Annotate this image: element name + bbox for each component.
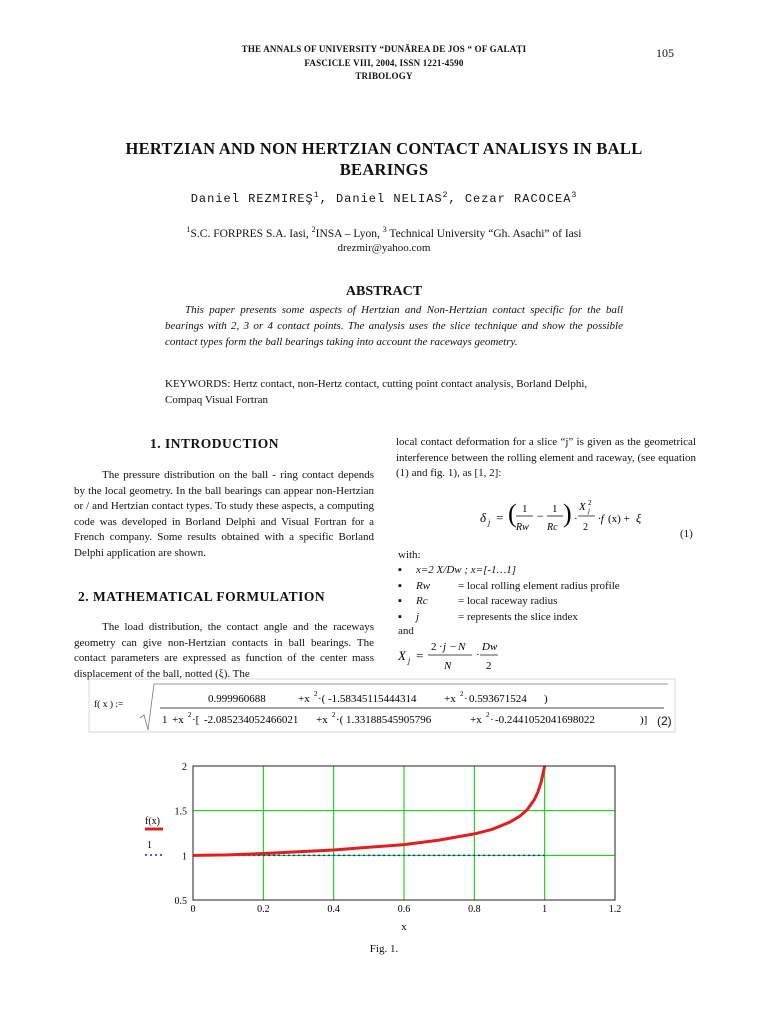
svg-text:j: j [588,507,590,515]
svg-text:j: j [443,641,447,653]
svg-text:+x: +x [298,693,310,705]
column2-text: local contact deformation for a slice “j” is given as the geometrical interference between the rolling element and raceway, (see equation (1) and fig. 1), as [1, 2]: [396,436,696,479]
x-tick-label: 0.4 [327,904,340,915]
list-item: ▪ x=2 X/Dw ; x=[-1…1] [398,564,517,576]
svg-text:X: X [398,648,406,663]
x-tick-label: 0.6 [397,904,411,915]
svg-text:=: = [496,510,504,525]
keywords: KEYWORDS: Hertz contact, non-Hertz contact, cutting point contact analysis, Borland Delphi, Compaq Visual Fortran [165,378,588,406]
svg-text:·(: ·( [336,714,344,726]
section-introduction-heading: 1. INTRODUCTION [150,436,280,451]
svg-text:1: 1 [552,503,558,515]
equation-2 [88,678,678,734]
page-number: 105 [656,46,674,60]
and-label: and [398,625,414,637]
svg-text:)]: )] [640,714,648,726]
x-tick-label: 1 [542,904,548,915]
svg-text:2: 2 [583,522,588,533]
equation-1-number: (1) [680,528,693,540]
svg-text:+x: +x [316,714,328,726]
author-email: drezmir@yahoo.com [337,242,431,254]
svg-text:Rc: Rc [547,522,558,533]
eq2-d3: 1.33188545905796 [346,714,432,726]
x-tick-label: 0.8 [468,904,481,915]
svg-text:(x) +: (x) + [608,513,630,525]
svg-text:j: j [488,518,491,527]
y-tick-label: 2 [182,762,187,773]
svg-text:·: · [476,649,480,661]
svg-text:=: = [416,648,424,663]
abstract-heading: ABSTRACT [345,284,423,299]
svg-text:+x: +x [470,714,482,726]
eq2-d1: 1 [162,714,168,726]
svg-text:−: − [537,509,544,523]
svg-text:·[: ·[ [192,714,200,726]
svg-text:N: N [444,660,452,672]
svg-text:2: 2 [588,499,592,507]
abstract-text: This paper presents some aspects of Hertzian and Non-Hertzian contact specific for the ball bearings with 2, 3 or 4 contact points. The analysis uses the slice technique and show the possible contact types form the ball bearings taking into account the raceways geometry. [165,304,623,348]
eq2-lhs: f( x ) := [94,700,124,710]
eq2-n3: 0.593671524 [469,693,527,705]
svg-text:·: · [439,641,443,653]
eq2-n2: -1.58345115444314 [328,693,417,705]
eq2-d2: -2.085234052466021 [204,714,299,726]
variable-list [398,563,620,625]
legend-label-fx: f(x) [145,816,160,827]
eq2-n1: 0.999960688 [208,693,266,705]
y-tick-label: 0.5 [174,896,187,907]
with-label: with: [398,549,421,561]
svg-text:(: ( [508,499,517,528]
y-tick-label: 1.5 [174,806,187,818]
journal-header-line1: THE ANNALS OF UNIVERSITY “DUNĂREA DE JOS “ OF GALAȚI [241,44,527,54]
authors: Daniel REZMIREŞ$^1$, Daniel NELIAS$^2$, Cezar RACOCEA$^3$ [190,191,578,206]
svg-text:−: − [450,641,457,653]
svg-text:·: · [464,693,468,705]
eq2-d4: -0.2441052041698022 [495,714,595,726]
svg-text:1: 1 [522,503,528,515]
equation-xj [394,636,534,678]
legend-label-one: 1 [147,840,152,851]
equation-2-number: (2) [657,714,672,728]
equation-1 [470,492,660,540]
chart-grid [193,766,615,900]
svg-text:Rw: Rw [516,522,529,533]
list-item: ▪ Rc = local raceway radius [398,595,558,607]
svg-text:·(: ·( [318,693,326,705]
list-item: ▪ j = represents the slice index [398,610,578,623]
section-math-heading: 2. MATHEMATICAL FORMULATION [78,589,326,604]
journal-header-line3: TRIBOLOGY [355,71,413,81]
svg-text:2: 2 [332,711,336,719]
svg-text:N: N [458,641,466,653]
svg-text:): ) [544,693,548,705]
introduction-text: The pressure distribution on the ball - ring contact depends by the local geometry. In the ball bearings can appear non-Hertzian or / and Hertzian contact types. To study these aspects, a computing code was developed in Borland Delphi and Visual Fortran for a French company. Some results obtained with a specific Borland Delphi application are shown. [74,469,374,559]
svg-text:Dw: Dw [482,641,498,653]
svg-text:2: 2 [486,711,490,719]
svg-text:+x: +x [444,693,456,705]
affiliations: $^1$S.C. FORPRES S.A. Iasi, $^2$INSA – Lyon, $^3$ Technical University “Gh. Asachi” of Iasi [186,225,582,240]
svg-text:): ) [563,499,572,528]
x-tick-label: 1.2 [608,904,622,915]
svg-text:δ: δ [480,510,487,525]
x-tick-label: 0.2 [257,904,270,915]
svg-text:·: · [574,513,578,525]
fig1-chart [130,756,640,960]
svg-text:ξ: ξ [636,511,642,525]
svg-text:X: X [579,501,586,513]
svg-text:·f: ·f [598,513,604,525]
svg-text:2: 2 [486,660,492,672]
svg-text:·: · [490,714,494,726]
list-item: ▪ Rw = local rolling element radius profile [398,579,620,592]
x-axis-label: x [401,921,407,933]
figure-caption: Fig. 1. [369,943,399,955]
journal-header-line2: FASCICLE VIII, 2004, ISSN 1221-4590 [304,58,464,68]
svg-text:+x: +x [172,714,184,726]
svg-text:2: 2 [314,690,318,698]
x-tick-label: 0 [190,904,196,915]
y-tick-label: 1 [182,851,187,863]
chart-ticks [175,762,622,915]
math-text: The load distribution, the contact angle and the raceways geometry can give non-Hertzian contacts in ball bearings. The contact parameters are expressed as function of the center mass displacement of the ball, notted (ξ). The [74,621,374,680]
paper-title: HERTZIAN AND NON HERTZIAN CONTACT ANALISYS IN BALL BEARINGS [125,139,643,179]
svg-text:2: 2 [188,711,192,719]
svg-text:j: j [408,656,411,665]
svg-text:2: 2 [460,690,464,698]
svg-text:2: 2 [431,641,437,653]
